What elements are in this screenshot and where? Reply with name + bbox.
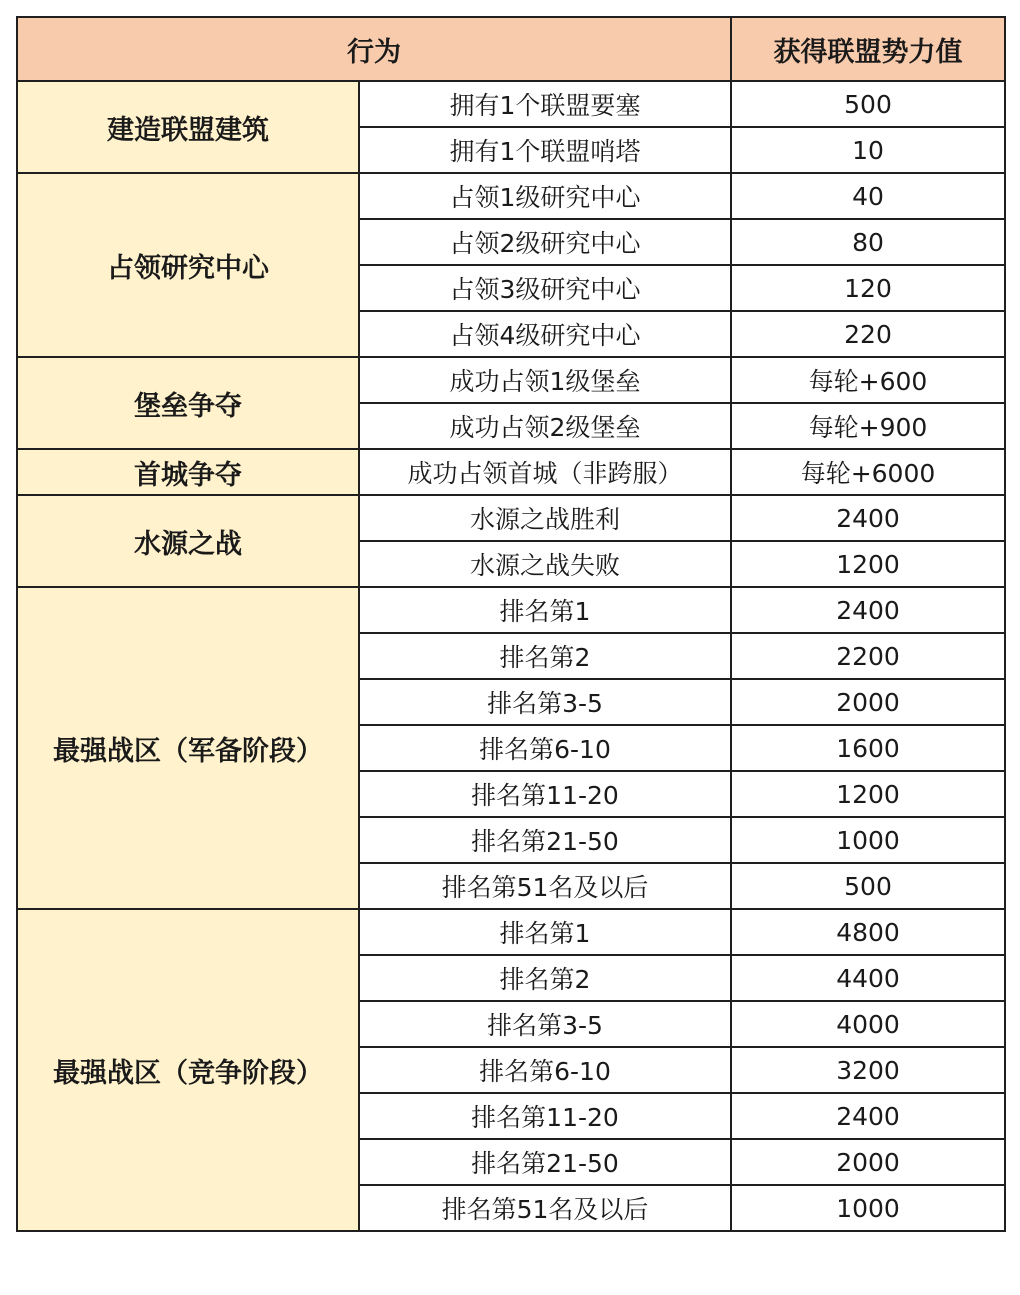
points-value-cell: 1000 [731,1185,1005,1231]
points-value-cell: 4400 [731,955,1005,1001]
points-value-cell: 每轮+900 [731,403,1005,449]
points-value-cell: 1600 [731,725,1005,771]
points-value-cell: 每轮+6000 [731,449,1005,495]
table-row [17,495,1005,541]
action-item-cell: 水源之战失败 [359,541,731,587]
action-item-cell: 排名第2 [359,633,731,679]
action-item-cell: 成功占领1级堡垒 [359,357,731,403]
table-row [17,81,1005,127]
points-value-cell: 80 [731,219,1005,265]
action-item-cell: 排名第6-10 [359,1047,731,1093]
points-value-cell: 500 [731,81,1005,127]
action-item-cell: 排名第51名及以后 [359,1185,731,1231]
action-item-cell: 拥有1个联盟哨塔 [359,127,731,173]
action-item-cell: 占领3级研究中心 [359,265,731,311]
points-value-cell: 2400 [731,587,1005,633]
points-value-cell: 4000 [731,1001,1005,1047]
category-cell: 最强战区（军备阶段） [17,587,359,909]
points-value-cell: 10 [731,127,1005,173]
category-cell: 占领研究中心 [17,173,359,357]
table-row [17,357,1005,403]
table-body [17,81,1005,1231]
action-item-cell: 成功占领首城（非跨服） [359,449,731,495]
points-value-cell: 120 [731,265,1005,311]
points-value-cell: 500 [731,863,1005,909]
table-row [17,909,1005,955]
action-item-cell: 排名第51名及以后 [359,863,731,909]
action-item-cell: 占领4级研究中心 [359,311,731,357]
action-item-cell: 占领1级研究中心 [359,173,731,219]
points-value-cell: 1200 [731,771,1005,817]
alliance-points-table [16,16,1006,1232]
points-value-cell: 40 [731,173,1005,219]
points-value-cell: 2400 [731,1093,1005,1139]
header-action: 行为 [17,17,731,81]
category-cell: 建造联盟建筑 [17,81,359,173]
points-value-cell: 2000 [731,1139,1005,1185]
category-cell: 堡垒争夺 [17,357,359,449]
action-item-cell: 排名第3-5 [359,679,731,725]
points-value-cell: 1200 [731,541,1005,587]
action-item-cell: 排名第1 [359,909,731,955]
points-value-cell: 2000 [731,679,1005,725]
header-points: 获得联盟势力值 [731,17,1005,81]
points-value-cell: 2400 [731,495,1005,541]
points-value-cell: 3200 [731,1047,1005,1093]
category-cell: 水源之战 [17,495,359,587]
action-item-cell: 排名第11-20 [359,1093,731,1139]
action-item-cell: 排名第3-5 [359,1001,731,1047]
table-row [17,173,1005,219]
category-cell: 最强战区（竞争阶段） [17,909,359,1231]
table-row [17,449,1005,495]
action-item-cell: 成功占领2级堡垒 [359,403,731,449]
points-value-cell: 1000 [731,817,1005,863]
action-item-cell: 占领2级研究中心 [359,219,731,265]
action-item-cell: 排名第21-50 [359,1139,731,1185]
points-value-cell: 220 [731,311,1005,357]
table-header-row [17,17,1005,81]
action-item-cell: 排名第2 [359,955,731,1001]
action-item-cell: 排名第11-20 [359,771,731,817]
action-item-cell: 排名第6-10 [359,725,731,771]
action-item-cell: 排名第21-50 [359,817,731,863]
points-value-cell: 每轮+600 [731,357,1005,403]
category-cell: 首城争夺 [17,449,359,495]
points-value-cell: 4800 [731,909,1005,955]
table-row [17,587,1005,633]
action-item-cell: 拥有1个联盟要塞 [359,81,731,127]
action-item-cell: 水源之战胜利 [359,495,731,541]
action-item-cell: 排名第1 [359,587,731,633]
points-value-cell: 2200 [731,633,1005,679]
